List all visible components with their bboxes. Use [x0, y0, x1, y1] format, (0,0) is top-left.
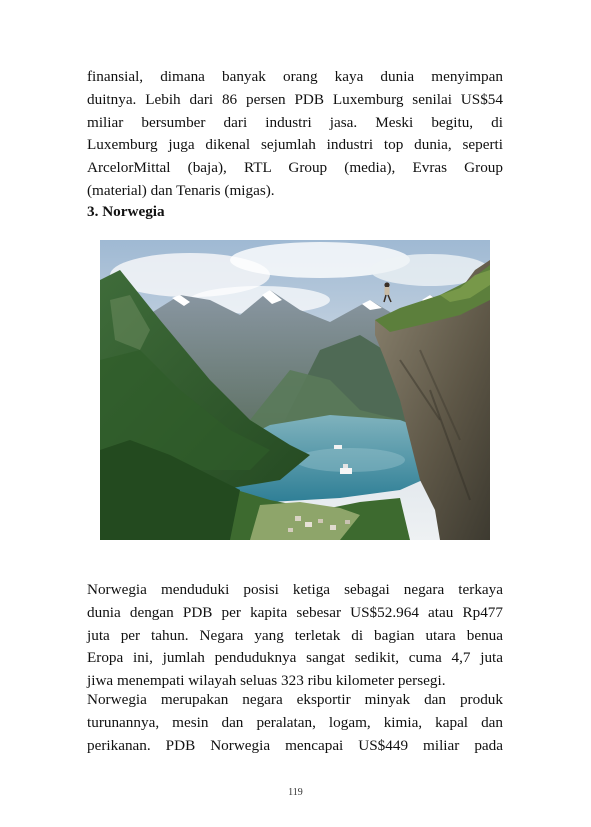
paragraph-luxemburg-economy	[87, 66, 503, 203]
text-line: Eropa ini, jumlah penduduknya sangat sedikit, cuma 4,7 juta	[87, 649, 503, 667]
page-number: 119	[288, 787, 303, 798]
text-line: Luxemburg juga dikenal sejumlah industri top dunia, seperti	[87, 136, 503, 154]
paragraph-norwegia-exports	[87, 689, 503, 757]
text-line: jiwa menempati wilayah seluas 323 ribu kilometer persegi.	[87, 672, 446, 690]
text-line: (material) dan Tenaris (migas).	[87, 181, 275, 199]
text-line: juta per tahun. Negara yang terletak di bagian utara benua	[87, 626, 503, 644]
paragraph-norwegia-gdp	[87, 579, 503, 693]
text-line: Norwegia merupakan negara eksportir minyak dan produk	[87, 691, 503, 708]
text-line: dunia dengan PDB per kapita sebesar US$52.964 atau Rp477	[87, 603, 503, 621]
text-line: perikanan. PDB Norwegia mencapai US$449 miliar pada	[87, 736, 503, 754]
text-line: ArcelorMittal (baja), RTL Group (media), Evras Group	[87, 159, 503, 177]
text-line: finansial, dimana banyak orang kaya dunia menyimpan	[87, 68, 503, 85]
section-heading-norwegia: 3. Norwegia	[87, 203, 165, 220]
text-line: miliar bersumber dari industri jasa. Meski begitu, di	[87, 113, 503, 131]
text-line: duitnya. Lebih dari 86 persen PDB Luxemburg senilai US$54	[87, 90, 503, 108]
text-line: turunannya, mesin dan peralatan, logam, kimia, kapal dan	[87, 713, 503, 731]
text-line: Norwegia menduduki posisi ketiga sebagai negara terkaya	[87, 581, 503, 598]
fjord-landscape-photo	[100, 240, 490, 540]
